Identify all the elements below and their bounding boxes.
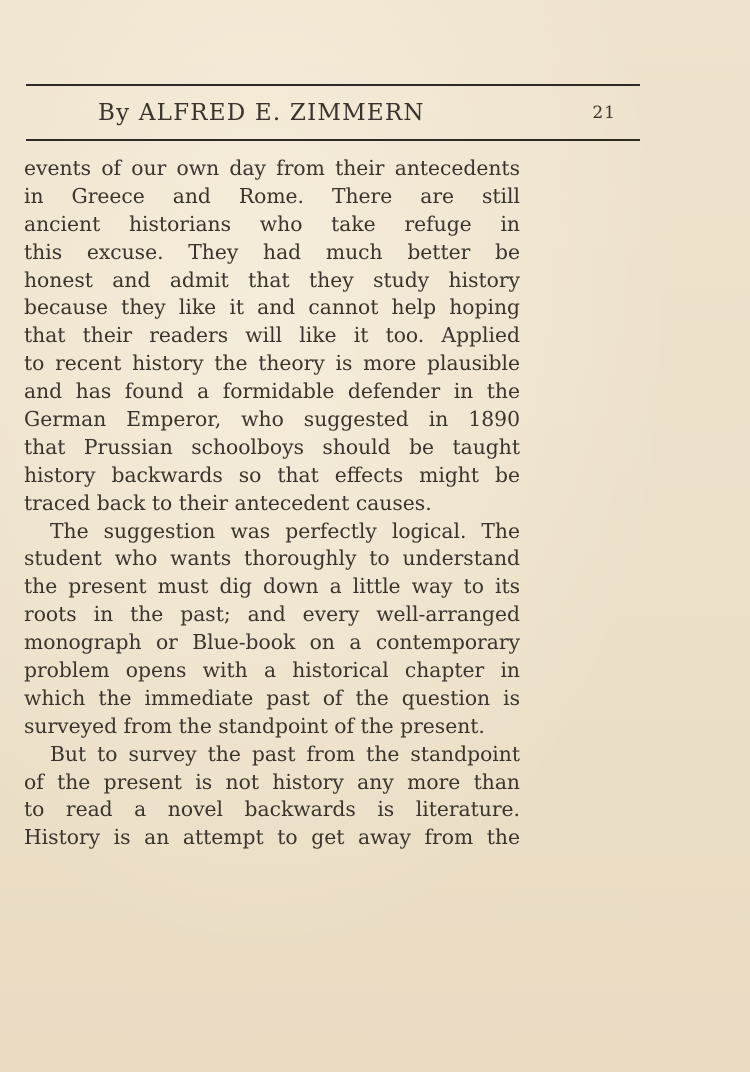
- text-line: problem opens with a historical chapter in: [24, 658, 520, 683]
- text-line: this excuse. They had much better be: [24, 239, 520, 264]
- text-line: in Greece and Rome. There are still: [24, 183, 520, 208]
- text-line: But to survey the past from the standpoint: [50, 741, 520, 766]
- text-line: German Emperor, who suggested in 1890: [24, 407, 520, 432]
- text-line: that Prussian schoolboys should be taught: [24, 434, 520, 459]
- running-head: [26, 98, 640, 128]
- text-line: honest and admit that they study history: [24, 267, 520, 292]
- by-word: By: [98, 100, 131, 126]
- text-line: to recent history the theory is more plausible: [24, 351, 520, 376]
- header-bottom-rule: [26, 139, 640, 141]
- text-line: traced back to their antecedent causes.: [24, 490, 432, 515]
- text-line: History is an attempt to get away from the: [24, 825, 520, 850]
- header-top-rule: [26, 84, 640, 86]
- text-line: student who wants thoroughly to understand: [24, 546, 520, 571]
- text-line: because they like it and cannot help hoping: [24, 295, 520, 320]
- text-line: that their readers will like it too. Applied: [24, 323, 520, 348]
- text-line: and has found a formidable defender in the: [24, 379, 520, 404]
- text-line: The suggestion was perfectly logical. The: [50, 518, 520, 543]
- text-line: ancient historians who take refuge in: [24, 211, 520, 236]
- author-name: ALFRED E. ZIMMERN: [138, 100, 425, 126]
- text-line: surveyed from the standpoint of the present.: [24, 713, 485, 738]
- text-line: roots in the past; and every well-arranged: [24, 602, 520, 627]
- running-title: [98, 100, 425, 126]
- text-line: which the immediate past of the question is: [24, 685, 520, 710]
- text-line: events of our own day from their antecedents: [24, 156, 520, 180]
- text-line: of the present is not history any more than: [24, 769, 520, 794]
- text-line: monograph or Blue-book on a contemporary: [24, 630, 520, 655]
- text-line: history backwards so that effects might be: [24, 462, 520, 487]
- text-line: the present must dig down a little way to its: [24, 574, 520, 599]
- body-text: [24, 155, 520, 852]
- text-line: to read a novel backwards is literature.: [24, 797, 520, 822]
- page-number: 21: [592, 103, 616, 123]
